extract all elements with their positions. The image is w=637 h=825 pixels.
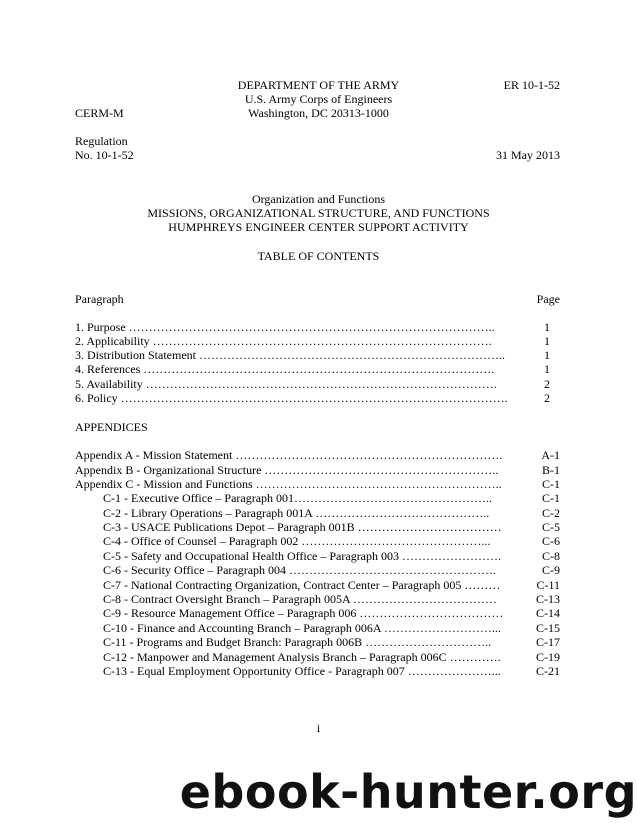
- toc-page-number: C-9: [542, 563, 560, 577]
- toc-page-number: C-1: [542, 491, 560, 505]
- toc-entry-text: C-9 - Resource Management Office – Paragraph 006 ………………………………: [103, 606, 504, 620]
- toc-page-number: 1: [544, 320, 550, 334]
- toc-row-applicability[interactable]: [75, 334, 560, 348]
- toc-page-number: 1: [544, 348, 550, 362]
- toc-page-number: B-1: [542, 463, 560, 477]
- toc-page-number: C-17: [536, 635, 560, 649]
- regulation-label: Regulation: [75, 134, 128, 148]
- corps-name: U.S. Army Corps of Engineers: [244, 92, 393, 106]
- toc-heading: TABLE OF CONTENTS: [257, 249, 380, 263]
- toc-entry-text: Appendix B - Organizational Structure …………………………………………………..: [75, 463, 499, 477]
- toc-page-number: C-14: [536, 606, 560, 620]
- toc-row-c-4[interactable]: [75, 534, 560, 548]
- toc-entry-text: 1. Purpose ………………………………………………………………………………..: [75, 320, 495, 334]
- toc-row-c-12[interactable]: [75, 650, 560, 664]
- toc-page-number: C-11: [536, 578, 560, 592]
- toc-row-c-11[interactable]: [75, 635, 560, 649]
- toc-row-appendix-c[interactable]: [75, 477, 560, 491]
- regulation-number: No. 10-1-52: [75, 148, 134, 162]
- toc-entry-text: C-11 - Programs and Budget Branch: Paragraph 006B …………………………..: [103, 635, 492, 649]
- page-column-header: Page: [536, 292, 560, 306]
- document-title-line-1: MISSIONS, ORGANIZATIONAL STRUCTURE, AND FUNCTIONS: [147, 206, 490, 220]
- toc-entry-text: C-6 - Security Office – Paragraph 004 …………………………………………….: [103, 563, 497, 577]
- toc-page-number: 2: [544, 391, 550, 405]
- toc-entry-text: C-3 - USACE Publications Depot – Paragraph 001B ………………………………: [103, 520, 502, 534]
- toc-entry-text: Appendix A - Mission Statement ………………………………………………………….: [75, 448, 503, 462]
- toc-entry-text: Appendix C - Mission and Functions ……………………………………………………..: [75, 477, 502, 491]
- toc-page-number: A-1: [541, 448, 560, 462]
- toc-entry-text: C-1 - Executive Office – Paragraph 001…………………………………………..: [103, 491, 493, 505]
- toc-entry-text: 3. Distribution Statement …………………………………………………………………..: [75, 348, 505, 362]
- toc-page-number: C-19: [536, 650, 560, 664]
- toc-page-number: C-2: [542, 506, 560, 520]
- address: Washington, DC 20313-1000: [248, 106, 389, 120]
- toc-page-number: C-8: [542, 549, 560, 563]
- toc-row-c-1[interactable]: [75, 491, 560, 505]
- toc-page-number: C-15: [536, 621, 560, 635]
- toc-page-number: C-6: [542, 534, 560, 548]
- toc-entry-text: C-7 - National Contracting Organization, Contract Center – Paragraph 005 ………: [103, 578, 501, 592]
- toc-page-number: 1: [544, 334, 550, 348]
- toc-page-number: C-5: [542, 520, 560, 534]
- toc-row-c-5[interactable]: [75, 549, 560, 563]
- toc-entry-text: C-4 - Office of Counsel – Paragraph 002 ………………………………………...: [103, 534, 491, 548]
- paragraph-column-header: Paragraph: [75, 292, 124, 306]
- toc-entry-text: C-10 - Finance and Accounting Branch – Paragraph 006A ………………………...: [103, 621, 501, 635]
- toc-page-number: 1: [544, 362, 550, 376]
- toc-page-number: 2: [544, 377, 550, 391]
- toc-row-c-9[interactable]: [75, 606, 560, 620]
- toc-row-purpose[interactable]: [75, 320, 560, 334]
- toc-page-number: C-13: [536, 592, 560, 606]
- toc-entry-text: C-13 - Equal Employment Opportunity Office - Paragraph 007 …………………...: [103, 664, 501, 678]
- toc-row-policy[interactable]: [75, 391, 560, 405]
- toc-row-appendix-a[interactable]: [75, 448, 560, 462]
- office-symbol: CERM-M: [75, 106, 124, 120]
- toc-row-references[interactable]: [75, 362, 560, 376]
- toc-entry-text: C-12 - Manpower and Management Analysis Branch – Paragraph 006C ………….: [103, 650, 501, 664]
- toc-row-c-8[interactable]: [75, 592, 560, 606]
- toc-entry-text: 4. References …………………………………………………………………………….: [75, 362, 495, 376]
- document-subtitle: Organization and Functions: [251, 192, 386, 206]
- toc-page-number: C-21: [536, 664, 560, 678]
- toc-row-distribution-statement[interactable]: [75, 348, 560, 362]
- toc-row-c-6[interactable]: [75, 563, 560, 577]
- toc-entry-text: 6. Policy …………………………………………………………………………………….: [75, 391, 508, 405]
- toc-entry-text: C-5 - Safety and Occupational Health Office – Paragraph 003 …………………….: [103, 549, 502, 563]
- regulation-date: 31 May 2013: [496, 148, 560, 162]
- toc-row-c-10[interactable]: [75, 621, 560, 635]
- toc-row-c-7[interactable]: [75, 578, 560, 592]
- toc-entry-text: C-8 - Contract Oversight Branch – Paragraph 005A ………………………………: [103, 592, 497, 606]
- department-name: DEPARTMENT OF THE ARMY: [237, 78, 400, 92]
- document-title-line-2: HUMPHREYS ENGINEER CENTER SUPPORT ACTIVITY: [168, 220, 469, 234]
- appendices-heading: APPENDICES: [75, 420, 148, 434]
- toc-entry-text: C-2 - Library Operations – Paragraph 001A ……………………………………..: [103, 506, 490, 520]
- page-number: i: [316, 721, 321, 735]
- regulation-number-top: ER 10-1-52: [503, 78, 560, 92]
- watermark-text: ebook-hunter.org: [179, 765, 637, 819]
- toc-row-c-13[interactable]: [75, 664, 560, 678]
- toc-row-availability[interactable]: [75, 377, 560, 391]
- toc-row-c-2[interactable]: [75, 506, 560, 520]
- toc-row-appendix-b[interactable]: [75, 463, 560, 477]
- toc-row-c-3[interactable]: [75, 520, 560, 534]
- toc-page-number: C-1: [542, 477, 560, 491]
- toc-entry-text: 5. Availability …………………………………………………………………………….: [75, 377, 497, 391]
- toc-entry-text: 2. Applicability ………………………………………………………………………….: [75, 334, 492, 348]
